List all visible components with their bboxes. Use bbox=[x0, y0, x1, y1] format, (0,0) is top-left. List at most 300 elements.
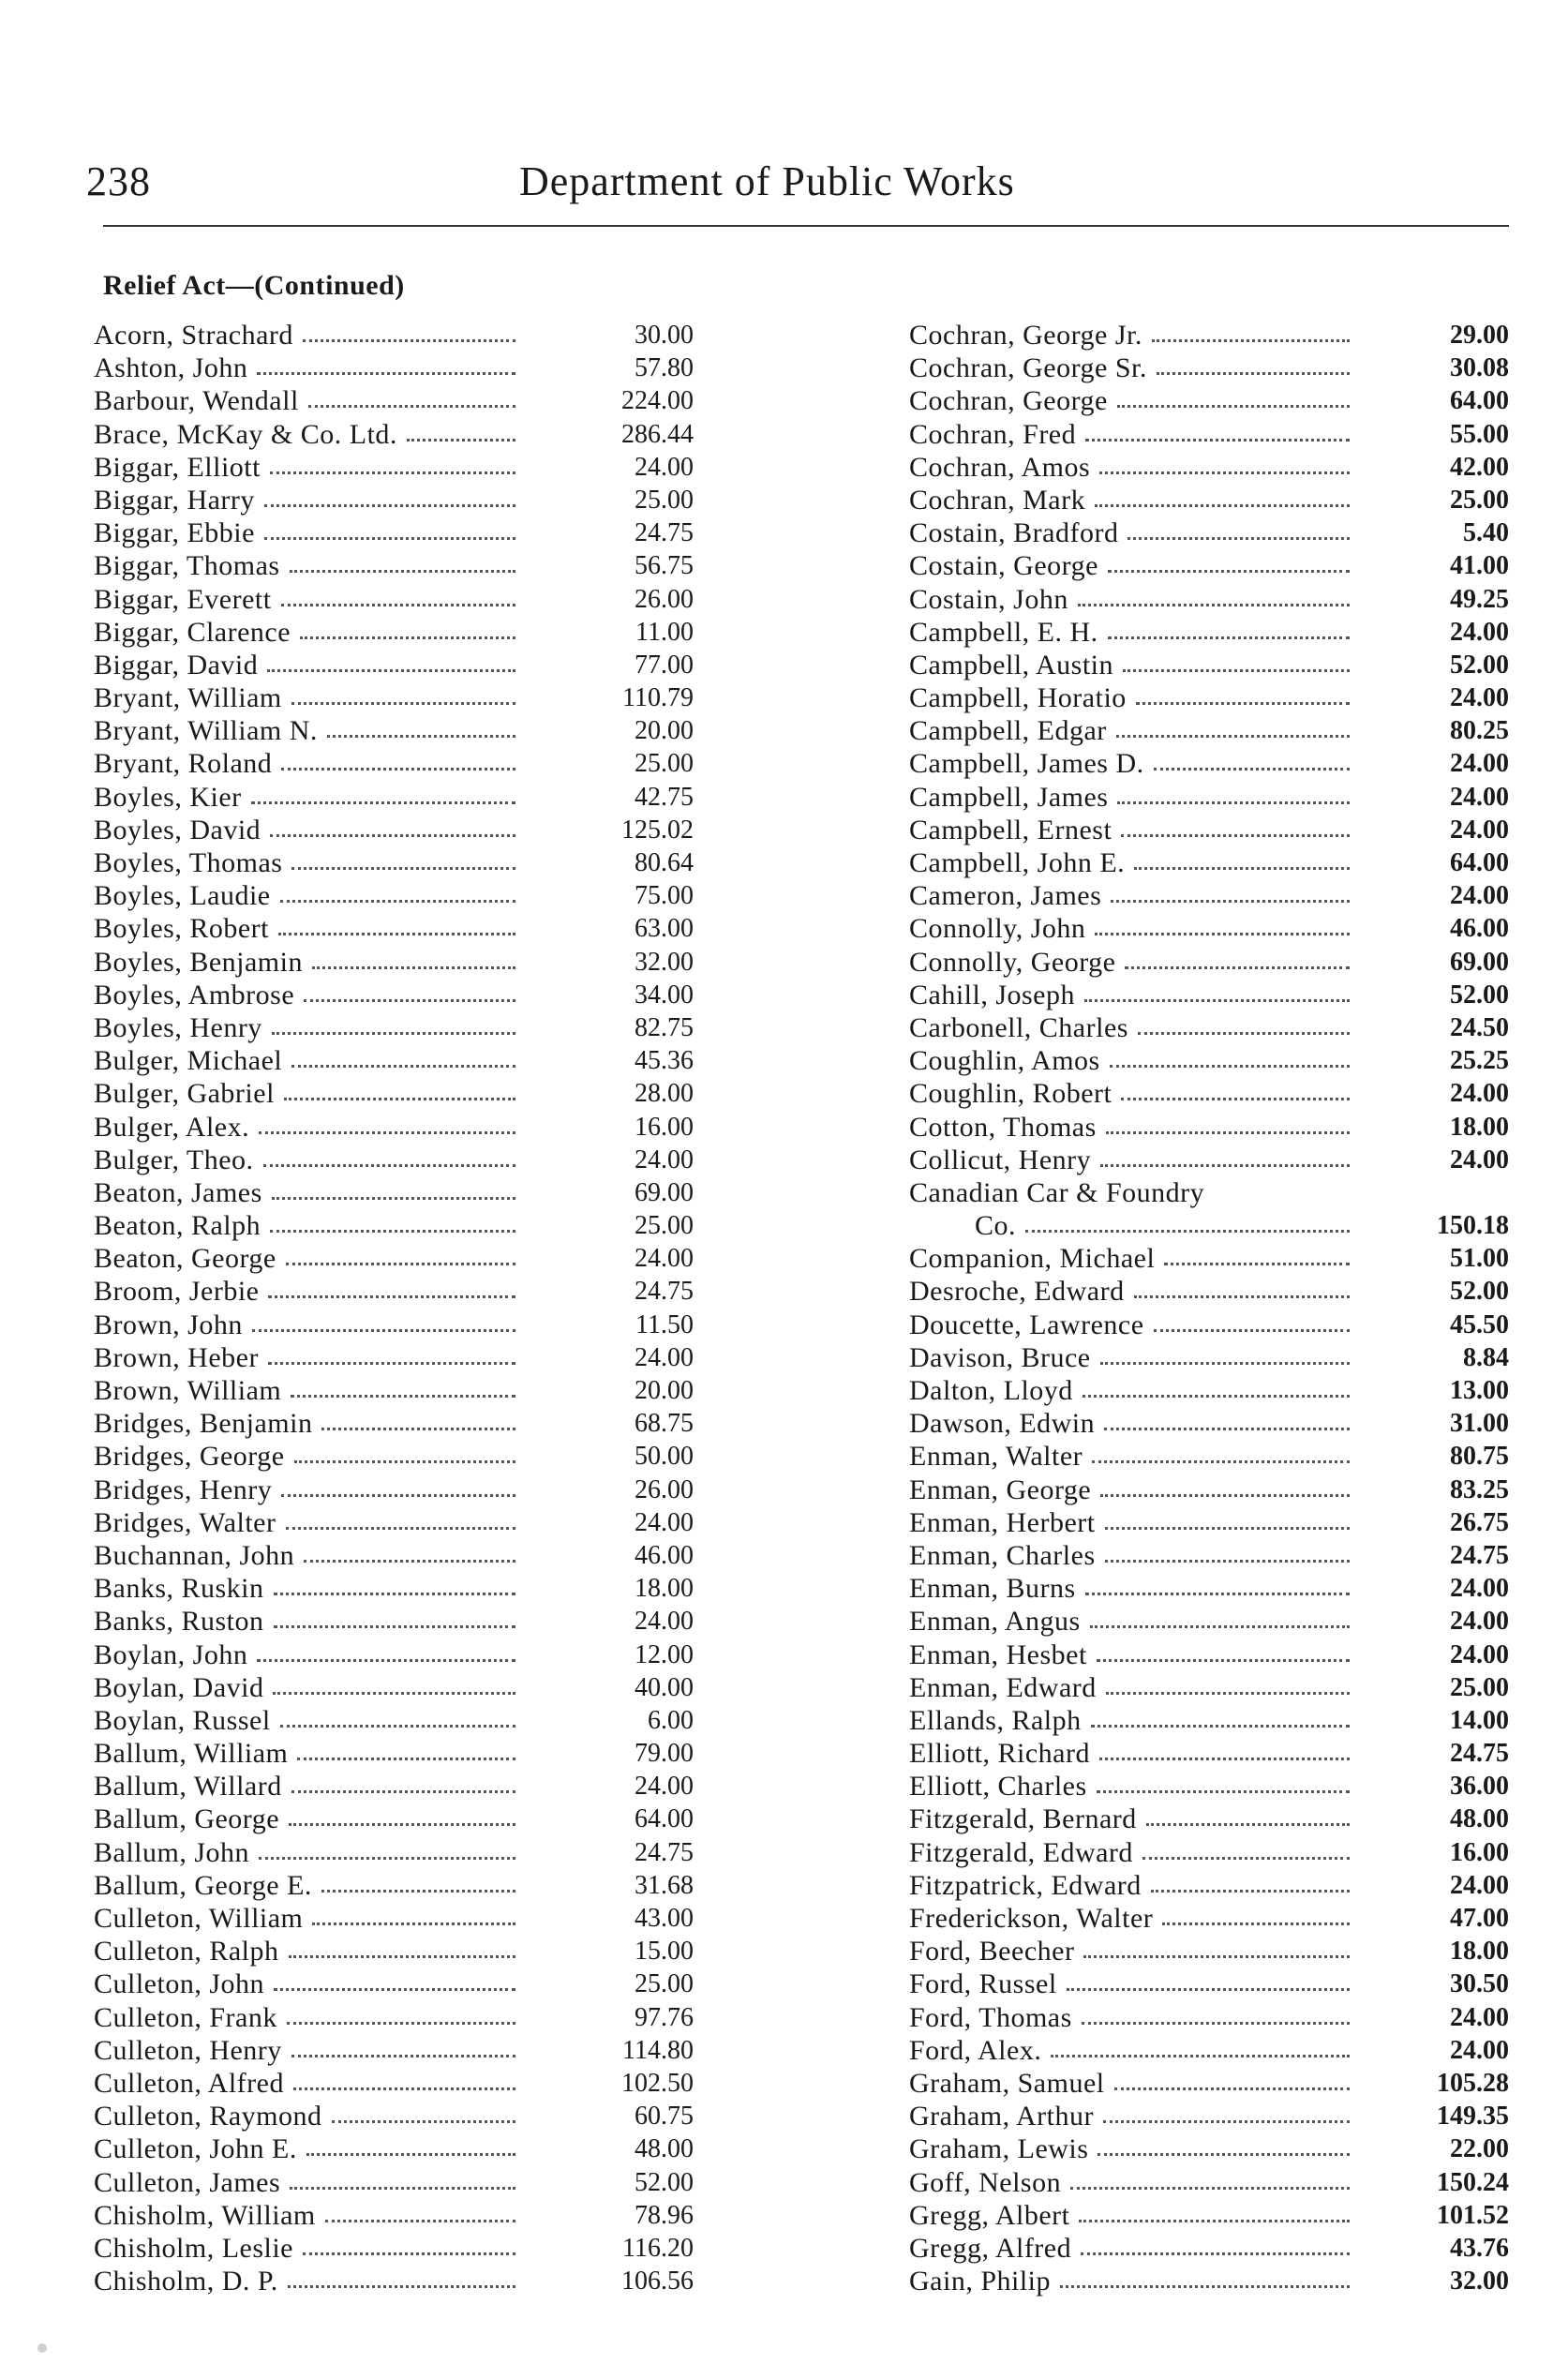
entry-amount: 50.00 bbox=[635, 1442, 694, 1472]
entry-name: Costain, Bradford bbox=[909, 517, 1119, 549]
entry-amount: 64.00 bbox=[635, 1804, 694, 1834]
entry-name: Culleton, William bbox=[94, 1903, 304, 1934]
entry-amount: 25.00 bbox=[1450, 1672, 1509, 1702]
entry-name: Fitzpatrick, Edward bbox=[909, 1869, 1142, 1901]
entry-amount: 24.75 bbox=[635, 1277, 694, 1307]
ledger-entry bbox=[94, 1605, 694, 1638]
ledger-entry bbox=[94, 649, 694, 681]
dot-leader bbox=[303, 2252, 515, 2255]
entry-amount: 52.00 bbox=[1450, 650, 1509, 680]
ledger-entry bbox=[909, 2232, 1518, 2265]
entry-name: Biggar, David bbox=[94, 649, 259, 681]
entry-amount: 32.00 bbox=[1450, 2267, 1509, 2297]
ledger-entry bbox=[94, 1440, 694, 1473]
entry-name: Dawson, Edwin bbox=[909, 1408, 1096, 1440]
dot-leader bbox=[291, 702, 515, 705]
dot-leader bbox=[263, 1164, 515, 1167]
entry-amount: 42.00 bbox=[1450, 452, 1509, 482]
dot-leader bbox=[304, 1560, 515, 1563]
entry-amount: 51.00 bbox=[1450, 1244, 1509, 1274]
entry-name: Gregg, Albert bbox=[909, 2199, 1070, 2231]
header-rule bbox=[103, 225, 1509, 227]
entry-name: Biggar, Thomas bbox=[94, 550, 280, 582]
ledger-entry bbox=[909, 1111, 1518, 1144]
entry-name: Bryant, William N. bbox=[94, 715, 318, 747]
entry-amount: 18.00 bbox=[1450, 1112, 1509, 1142]
entry-name: Cochran, Fred bbox=[909, 418, 1077, 450]
dot-leader bbox=[259, 1131, 515, 1134]
ledger-entry bbox=[909, 1440, 1518, 1473]
entry-amount: 24.00 bbox=[1450, 1145, 1509, 1175]
entry-name: Enman, Burns bbox=[909, 1573, 1076, 1605]
entry-name: Culleton, James bbox=[94, 2166, 281, 2198]
entry-amount: 24.00 bbox=[1450, 1079, 1509, 1109]
entry-amount: 24.00 bbox=[1450, 1574, 1509, 1604]
ledger-entry bbox=[909, 1572, 1518, 1605]
dot-leader bbox=[1134, 1295, 1350, 1298]
ledger-entry bbox=[909, 1935, 1518, 1968]
ledger-entry bbox=[94, 1803, 694, 1835]
ledger-entry bbox=[94, 1539, 694, 1572]
dot-leader bbox=[290, 570, 515, 573]
entry-amount: 24.00 bbox=[635, 1507, 694, 1537]
ledger-entry bbox=[94, 1506, 694, 1539]
entry-name: Chisholm, William bbox=[94, 2199, 316, 2231]
dot-leader bbox=[1125, 966, 1350, 969]
ledger-entry bbox=[909, 1539, 1518, 1572]
entry-name: Ford, Alex. bbox=[909, 2034, 1042, 2066]
entry-amount: 32.00 bbox=[635, 947, 694, 977]
dot-leader bbox=[300, 636, 515, 639]
entry-name: Ballum, John bbox=[94, 1836, 250, 1868]
dot-leader bbox=[1097, 1659, 1350, 1662]
ledger-entry bbox=[909, 384, 1518, 417]
dot-leader bbox=[1106, 1131, 1350, 1134]
ledger-entry bbox=[909, 1011, 1518, 1044]
entry-name: Boylan, Russel bbox=[94, 1704, 271, 1736]
entry-amount: 15.00 bbox=[635, 1937, 694, 1967]
entry-amount: 46.00 bbox=[1450, 914, 1509, 944]
entry-amount: 47.00 bbox=[1450, 1904, 1509, 1933]
ledger-entry bbox=[94, 1011, 694, 1044]
dot-leader bbox=[1154, 1329, 1350, 1332]
ledger-entry bbox=[94, 2232, 694, 2265]
entry-name: Brown, John bbox=[94, 1309, 243, 1340]
dot-leader bbox=[306, 2153, 515, 2156]
entry-name: Connolly, George bbox=[909, 946, 1116, 978]
entry-name: Chisholm, D. P. bbox=[94, 2266, 278, 2297]
entry-name: Enman, Angus bbox=[909, 1606, 1081, 1638]
dot-leader bbox=[294, 1460, 515, 1463]
ledger-entry bbox=[909, 1144, 1518, 1176]
ledger-entry bbox=[909, 1671, 1518, 1704]
ledger-entry bbox=[909, 714, 1518, 747]
entry-name: Cochran, George bbox=[909, 385, 1108, 417]
dot-leader bbox=[327, 735, 515, 738]
entry-amount: 80.75 bbox=[1450, 1442, 1509, 1472]
dot-leader bbox=[1146, 1823, 1350, 1826]
left-column bbox=[94, 319, 694, 2297]
dot-leader bbox=[1097, 1790, 1350, 1793]
dot-leader bbox=[304, 999, 515, 1002]
ledger-entry bbox=[94, 946, 694, 979]
entry-amount: 24.00 bbox=[635, 1145, 694, 1175]
ledger-entry bbox=[909, 846, 1518, 879]
dot-leader bbox=[284, 1098, 515, 1100]
entry-name: Boyles, Kier bbox=[94, 781, 242, 813]
dot-leader bbox=[274, 1988, 515, 1991]
dot-leader bbox=[308, 405, 515, 408]
ledger-entry bbox=[909, 2067, 1518, 2100]
entry-name: Brace, McKay & Co. Ltd. bbox=[94, 418, 397, 450]
entry-name: Fitzgerald, Bernard bbox=[909, 1803, 1137, 1835]
page-number: 238 bbox=[86, 158, 151, 204]
entry-name: Bridges, George bbox=[94, 1441, 285, 1473]
entry-name: Broom, Jerbie bbox=[94, 1276, 260, 1308]
entry-amount: 25.25 bbox=[1450, 1046, 1509, 1076]
entry-amount: 24.00 bbox=[635, 1772, 694, 1802]
entry-amount: 24.00 bbox=[1450, 815, 1509, 845]
entry-amount: 52.00 bbox=[1450, 1277, 1509, 1307]
entry-name: Culleton, Raymond bbox=[94, 2101, 322, 2132]
ledger-entry bbox=[909, 1605, 1518, 1638]
entry-amount: 24.00 bbox=[1450, 683, 1509, 713]
ledger-entry bbox=[94, 1407, 694, 1440]
entry-name: Enman, Hesbet bbox=[909, 1638, 1087, 1670]
dot-leader bbox=[1157, 372, 1350, 375]
ledger-entry bbox=[909, 1176, 1518, 1209]
entry-amount: 24.00 bbox=[1450, 1607, 1509, 1637]
entry-amount: 60.75 bbox=[635, 2102, 694, 2132]
entry-name: Carbonell, Charles bbox=[909, 1011, 1128, 1043]
dot-leader bbox=[281, 1494, 515, 1497]
dot-leader bbox=[1123, 669, 1350, 672]
entry-name: Cochran, Amos bbox=[909, 451, 1091, 483]
dot-leader bbox=[303, 339, 515, 342]
entry-name: Costain, George bbox=[909, 550, 1098, 582]
dot-leader bbox=[297, 1758, 515, 1760]
ledger-entry bbox=[94, 781, 694, 814]
ledger-entry bbox=[94, 1309, 694, 1341]
dot-leader bbox=[1104, 1428, 1350, 1430]
ledger-entry bbox=[909, 484, 1518, 516]
entry-amount: 150.18 bbox=[1437, 1211, 1509, 1241]
ledger-entry bbox=[94, 714, 694, 747]
dot-leader bbox=[274, 1625, 515, 1628]
ledger-entry bbox=[909, 2001, 1518, 2034]
dot-leader bbox=[1090, 1625, 1350, 1628]
dot-leader bbox=[1121, 1098, 1350, 1100]
ledger-entry bbox=[94, 352, 694, 384]
entry-name: Bryant, Roland bbox=[94, 748, 273, 780]
ledger-entry bbox=[909, 681, 1518, 714]
entry-name: Culleton, John E. bbox=[94, 2133, 297, 2165]
entry-amount: 36.00 bbox=[1450, 1772, 1509, 1802]
ledger-entry bbox=[94, 1242, 694, 1275]
entry-amount: 14.00 bbox=[1450, 1705, 1509, 1735]
ledger-entry bbox=[909, 781, 1518, 814]
entry-amount: 31.68 bbox=[635, 1870, 694, 1900]
ledger-entry bbox=[909, 1044, 1518, 1077]
ledger-entry bbox=[909, 1077, 1518, 1110]
entry-amount: 149.35 bbox=[1437, 2102, 1509, 2132]
entry-name: Campbell, Ernest bbox=[909, 814, 1113, 845]
entry-amount: 24.00 bbox=[1450, 2035, 1509, 2065]
dot-leader bbox=[1079, 2220, 1350, 2222]
dot-leader bbox=[1083, 1395, 1350, 1398]
entry-name: Boylan, John bbox=[94, 1638, 248, 1670]
entry-amount: 24.00 bbox=[1450, 1639, 1509, 1669]
ledger-entry bbox=[94, 1968, 694, 2000]
ledger-entry bbox=[94, 1902, 694, 1935]
entry-amount: 101.52 bbox=[1437, 2200, 1509, 2230]
ledger-entry bbox=[94, 1770, 694, 1803]
dot-leader bbox=[280, 900, 515, 903]
dot-leader bbox=[1116, 735, 1350, 738]
entry-name: Bridges, Benjamin bbox=[94, 1408, 313, 1440]
dot-leader bbox=[325, 2220, 515, 2222]
ledger-entry bbox=[94, 2132, 694, 2165]
ledger-entry bbox=[909, 583, 1518, 616]
dot-leader bbox=[1100, 1494, 1350, 1497]
ledger-entry bbox=[909, 516, 1518, 549]
dot-leader bbox=[1099, 1758, 1350, 1760]
dot-leader bbox=[274, 1593, 515, 1595]
dot-leader bbox=[257, 372, 515, 375]
entry-name: Biggar, Ebbie bbox=[94, 517, 255, 549]
entry-name: Beaton, James bbox=[94, 1176, 262, 1208]
entry-amount: 48.00 bbox=[1450, 1804, 1509, 1834]
ledger-entry bbox=[909, 1869, 1518, 1902]
ledger-entry bbox=[94, 484, 694, 516]
dot-leader bbox=[1110, 1065, 1350, 1068]
entry-name: Banks, Ruskin bbox=[94, 1573, 264, 1605]
dot-leader bbox=[1099, 471, 1350, 474]
entry-amount: 56.75 bbox=[635, 551, 694, 581]
ledger-entry bbox=[909, 747, 1518, 780]
dot-leader bbox=[332, 2120, 515, 2123]
entry-amount: 150.24 bbox=[1437, 2167, 1509, 2197]
entry-amount: 69.00 bbox=[1450, 947, 1509, 977]
entry-amount: 20.00 bbox=[635, 716, 694, 746]
dot-leader bbox=[1121, 834, 1350, 837]
ledger-entry bbox=[94, 1144, 694, 1176]
entry-amount: 26.00 bbox=[635, 1474, 694, 1504]
ledger-entry bbox=[94, 747, 694, 780]
ledger-entry bbox=[909, 912, 1518, 945]
ledger-entry bbox=[909, 1638, 1518, 1671]
ledger-entry bbox=[909, 2034, 1518, 2067]
ledger-entry bbox=[94, 2265, 694, 2297]
entry-amount: 48.00 bbox=[635, 2134, 694, 2164]
dot-leader bbox=[1025, 1230, 1350, 1233]
entry-name: Ballum, Willard bbox=[94, 1771, 282, 1803]
dot-leader bbox=[1138, 1032, 1350, 1035]
entry-name: Boyles, Laudie bbox=[94, 880, 271, 912]
dot-leader bbox=[1092, 1460, 1350, 1463]
entry-amount: 43.76 bbox=[1450, 2233, 1509, 2263]
dot-leader bbox=[312, 966, 515, 969]
ledger-entry bbox=[94, 418, 694, 451]
entry-name: Boyles, David bbox=[94, 814, 261, 845]
ledger-entry bbox=[909, 1770, 1518, 1803]
ledger-entry bbox=[94, 681, 694, 714]
ledger-entry bbox=[909, 451, 1518, 484]
dot-leader bbox=[1108, 636, 1350, 639]
entry-name: Campbell, Edgar bbox=[909, 715, 1107, 747]
dot-leader bbox=[1083, 1955, 1350, 1958]
dot-leader bbox=[1082, 2022, 1350, 2025]
entry-name: Culleton, Ralph bbox=[94, 1936, 279, 1968]
entry-amount: 97.76 bbox=[635, 2002, 694, 2032]
ledger-entry bbox=[909, 2265, 1518, 2297]
dot-leader bbox=[289, 1955, 515, 1958]
dot-leader bbox=[289, 1823, 515, 1826]
entry-name: Cahill, Joseph bbox=[909, 979, 1075, 1010]
ledger-entry bbox=[94, 1572, 694, 1605]
entry-amount: 25.00 bbox=[635, 1969, 694, 1999]
ledger-entry bbox=[909, 1242, 1518, 1275]
dot-leader bbox=[268, 1362, 515, 1365]
entry-name: Boyles, Henry bbox=[94, 1011, 262, 1043]
entry-amount: 26.00 bbox=[635, 584, 694, 614]
dot-leader bbox=[1105, 1527, 1350, 1530]
dot-leader bbox=[278, 933, 515, 935]
entry-amount: 6.00 bbox=[648, 1705, 694, 1735]
entry-amount: 78.96 bbox=[635, 2200, 694, 2230]
ledger-entry bbox=[94, 2034, 694, 2067]
ledger-entry bbox=[94, 1704, 694, 1737]
dot-leader bbox=[1051, 2055, 1350, 2057]
ledger-entry bbox=[909, 2132, 1518, 2165]
dot-leader bbox=[293, 2087, 515, 2090]
entry-amount: 83.25 bbox=[1450, 1474, 1509, 1504]
entry-name: Graham, Lewis bbox=[909, 2133, 1089, 2165]
entry-name: Cotton, Thomas bbox=[909, 1111, 1097, 1143]
entry-name: Coughlin, Amos bbox=[909, 1045, 1100, 1077]
entry-amount: 24.75 bbox=[1450, 1739, 1509, 1769]
ledger-entry bbox=[909, 814, 1518, 846]
page-header bbox=[86, 157, 1511, 214]
entry-amount: 80.25 bbox=[1450, 716, 1509, 746]
dot-leader bbox=[1084, 999, 1350, 1002]
ledger-entry bbox=[909, 1968, 1518, 2000]
entry-amount: 24.50 bbox=[1450, 1012, 1509, 1042]
ledger-entry bbox=[94, 549, 694, 582]
entry-name: Goff, Nelson bbox=[909, 2166, 1062, 2198]
entry-amount: 49.25 bbox=[1450, 584, 1509, 614]
ledger-entry bbox=[909, 879, 1518, 912]
entry-amount: 106.56 bbox=[621, 2267, 694, 2297]
entry-amount: 110.79 bbox=[622, 683, 694, 713]
entry-name: Campbell, James D. bbox=[909, 748, 1144, 780]
dot-leader bbox=[287, 2022, 515, 2025]
entry-name: Davison, Bruce bbox=[909, 1341, 1091, 1373]
ledger-entry bbox=[909, 1803, 1518, 1835]
entry-name: Brown, Heber bbox=[94, 1341, 259, 1373]
entry-amount: 34.00 bbox=[635, 980, 694, 1010]
entry-name: Culleton, Henry bbox=[94, 2034, 282, 2066]
entry-name: Chisholm, Leslie bbox=[94, 2232, 293, 2264]
entry-amount: 25.00 bbox=[635, 1211, 694, 1241]
ledger-entry bbox=[94, 583, 694, 616]
ledger-entry bbox=[909, 1407, 1518, 1440]
entry-name: Fitzgerald, Edward bbox=[909, 1836, 1133, 1868]
entry-name: Ashton, John bbox=[94, 352, 248, 384]
ledger-entry bbox=[94, 814, 694, 846]
dot-leader bbox=[252, 1329, 515, 1332]
dot-leader bbox=[1142, 1857, 1350, 1860]
entry-name: Biggar, Clarence bbox=[94, 616, 291, 648]
ledger-entry bbox=[94, 1275, 694, 1308]
entry-amount: 43.00 bbox=[635, 1904, 694, 1933]
entry-amount: 116.20 bbox=[622, 2233, 694, 2263]
entry-name: Banks, Ruston bbox=[94, 1606, 264, 1638]
ledger-entry bbox=[94, 879, 694, 912]
entry-name: Campbell, Horatio bbox=[909, 682, 1127, 714]
ledger-entry bbox=[94, 319, 694, 352]
entry-name: Enman, Charles bbox=[909, 1539, 1096, 1571]
entry-name: Enman, Walter bbox=[909, 1441, 1083, 1473]
entry-amount: 30.00 bbox=[635, 321, 694, 350]
entry-amount: 68.75 bbox=[635, 1409, 694, 1439]
entry-amount: 24.00 bbox=[1450, 749, 1509, 779]
entry-amount: 45.36 bbox=[635, 1046, 694, 1076]
entry-name: Biggar, Elliott bbox=[94, 451, 261, 483]
ledger-entry bbox=[909, 1737, 1518, 1770]
ledger-entry bbox=[909, 946, 1518, 979]
dot-leader bbox=[1100, 1362, 1350, 1365]
ledger-entry bbox=[94, 912, 694, 945]
entry-amount: 24.00 bbox=[635, 1607, 694, 1637]
dot-leader bbox=[267, 669, 515, 672]
dot-leader bbox=[291, 1065, 515, 1068]
ledger-entry bbox=[94, 1374, 694, 1407]
right-column bbox=[909, 319, 1518, 2297]
dot-leader bbox=[1081, 2252, 1350, 2255]
dot-leader bbox=[407, 439, 515, 441]
entry-name: Gregg, Alfred bbox=[909, 2232, 1072, 2264]
entry-amount: 42.75 bbox=[635, 782, 694, 812]
entry-name: Brown, William bbox=[94, 1375, 282, 1406]
entry-amount: 20.00 bbox=[635, 1376, 694, 1405]
entry-amount: 24.00 bbox=[1450, 2002, 1509, 2032]
entry-name: Boylan, David bbox=[94, 1671, 264, 1703]
entry-amount: 24.00 bbox=[635, 1342, 694, 1372]
entry-amount: 30.08 bbox=[1450, 353, 1509, 383]
ledger-entry bbox=[94, 2166, 694, 2199]
entry-amount: 77.00 bbox=[635, 650, 694, 680]
dot-leader bbox=[1154, 768, 1350, 771]
entry-amount: 63.00 bbox=[635, 914, 694, 944]
ledger-entry bbox=[909, 2100, 1518, 2132]
entry-amount: 64.00 bbox=[1450, 848, 1509, 877]
dot-leader bbox=[291, 1395, 515, 1398]
entry-name: Frederickson, Walter bbox=[909, 1903, 1154, 1934]
dot-leader bbox=[1067, 1988, 1350, 1991]
dot-leader bbox=[1152, 339, 1350, 342]
entry-name: Boyles, Thomas bbox=[94, 847, 283, 878]
entry-amount: 41.00 bbox=[1450, 551, 1509, 581]
entry-name: Costain, John bbox=[909, 583, 1068, 615]
dot-leader bbox=[1108, 570, 1350, 573]
entry-amount: 26.75 bbox=[1450, 1507, 1509, 1537]
entry-name: Boyles, Robert bbox=[94, 913, 269, 945]
entry-amount: 45.50 bbox=[1450, 1309, 1509, 1339]
entry-name: Enman, Edward bbox=[909, 1671, 1097, 1703]
dot-leader bbox=[268, 1295, 515, 1298]
ledger-entry bbox=[94, 516, 694, 549]
